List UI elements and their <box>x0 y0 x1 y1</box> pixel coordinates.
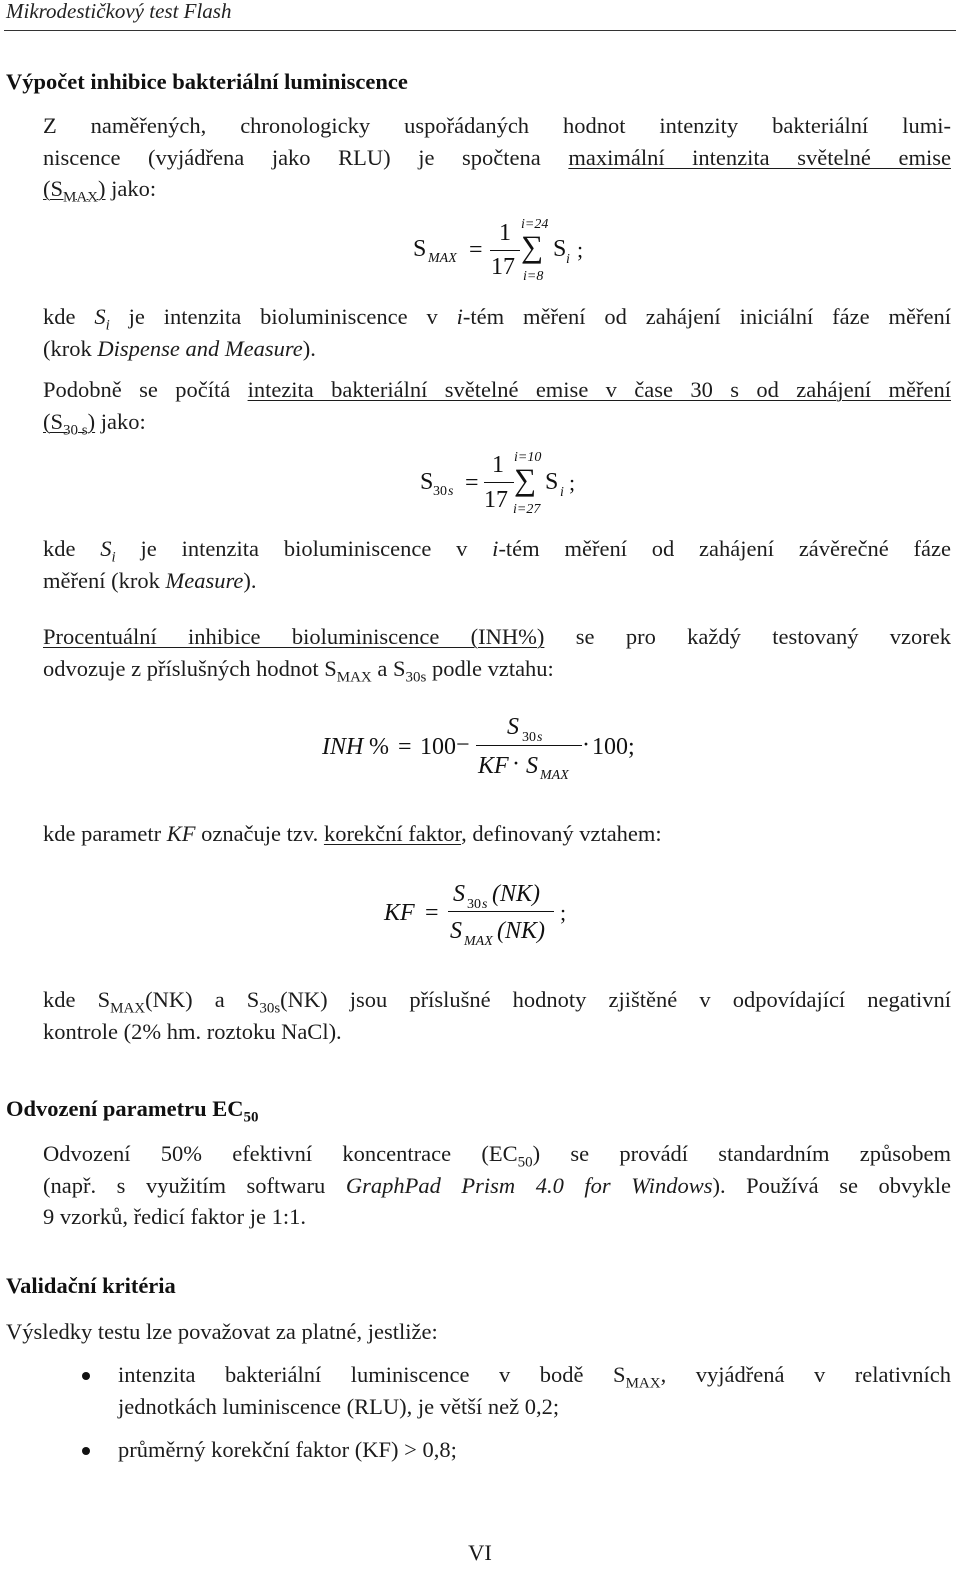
p1-smax-symbol: $(S_{MAX})$ <box>43 176 106 206</box>
heading-text: Výpočet inhibice bakteriální luminiscence <box>6 69 408 94</box>
f3-dot2: · <box>582 732 590 758</box>
paragraph-nk-definition <box>43 984 951 1047</box>
sigma-icon: ∑ <box>514 462 537 497</box>
f2-equals: = <box>465 470 479 496</box>
p3-line1: Podobně se počítá intezita bakteriální světelné emise v čase 30 s od zahájení měření <box>43 377 952 402</box>
p5-underlined-term: Procentuální inhibice bioluminiscence (INH%) <box>43 624 545 649</box>
f3-percent: % <box>369 734 389 760</box>
f4-num-sub: 30 <box>467 897 481 912</box>
p1-line1: Z naměřených, chronologicky uspořádaných hodnot intenzity bakteriální lumi- <box>43 113 951 138</box>
p6-line1: kde parametr KF označuje tzv. korekční faktor, definovaný vztahem: <box>43 821 662 846</box>
f1-sum-lower: i=8 <box>523 269 544 284</box>
f3-numerator: S <box>507 714 519 740</box>
f1-term-sub: i <box>566 252 570 267</box>
sigma-icon: ∑ <box>521 229 544 264</box>
f2-semicolon: ; <box>569 470 576 495</box>
f1-lhs: S <box>413 236 427 262</box>
s2-line1: Odvození 50% efektivní koncentrace $(EC_{50})$ se provádí standardním způsobem <box>43 1141 951 1171</box>
f3-tail: 100; <box>592 734 635 760</box>
paragraph-ec50 <box>43 1138 951 1233</box>
f1-denominator: 17 <box>491 254 515 280</box>
p1-line3-text: jako: <box>105 176 157 201</box>
f2-lhs: S <box>420 469 434 495</box>
p7-line1: kde $S_{MAX}(NK)$ a $S_{30s}(NK)$ jsou příslušné hodnoty zjištěné v odpovídající negativní <box>43 987 952 1017</box>
p4-line2: měření (krok Measure). <box>43 567 257 593</box>
f1-term: S <box>553 236 567 262</box>
p4-line1: kde $S_i$ je intenzita bioluminiscence v i-tém měření od zahájení závěrečné fáze <box>43 536 951 566</box>
f2-denominator: 17 <box>484 487 508 513</box>
p7-line2: kontrole (2% hm. roztoku NaCl). <box>43 1018 342 1044</box>
running-header: Mikrodestičkový test Flash <box>6 0 232 23</box>
f1-lhs-sub: MAX <box>428 251 457 266</box>
f4-den-s: S <box>450 918 462 944</box>
f4-equals: = <box>425 900 439 926</box>
f4-fraction-bar <box>448 911 554 912</box>
f4-semicolon: ; <box>560 900 567 925</box>
f2-sum-upper: i=10 <box>514 450 542 465</box>
f4-den-nk: (NK) <box>497 918 545 944</box>
f3-lhs: INH <box>322 734 364 760</box>
f3-num-sub-unit: s <box>537 730 543 745</box>
heading-text: Validační kritéria <box>6 1273 176 1298</box>
f4-den-sub: MAX <box>464 934 493 949</box>
heading-text: Odvození parametru $EC_{50}$ <box>6 1096 259 1126</box>
f4-lhs: KF <box>384 900 415 926</box>
p5-line1: Procentuální inhibice bioluminiscence (INH%) se pro každý testovaný vzorek <box>43 624 952 649</box>
section-heading-ec50 <box>6 1096 259 1126</box>
bullet-item-smax <box>118 1359 951 1422</box>
f3-equals: = <box>398 734 412 760</box>
p6-underlined-term: korekční faktor <box>323 821 462 846</box>
p5-line2: odvozuje z příslušných hodnot $S_{MAX}$ a $S_{30s}$ podle vztahu: <box>43 655 554 685</box>
bullet-icon <box>82 1372 90 1380</box>
f3-denominator-kf: KF <box>478 753 509 779</box>
f1-numerator: 1 <box>499 220 511 246</box>
f4-num-nk: (NK) <box>492 881 540 907</box>
p3-underlined-term: intezita bakteriální světelné emise v čase 30 s od zahájení měření <box>247 377 952 402</box>
f1-semicolon: ; <box>577 237 584 262</box>
p2-line2: (krok Dispense and Measure). <box>43 335 316 361</box>
section-heading-validation <box>6 1273 176 1299</box>
bullet-item-kf: průměrný korekční faktor (KF) > 0,8; <box>118 1437 457 1462</box>
f3-hundred: 100 <box>420 734 456 760</box>
f3-den-sub: MAX <box>540 768 569 783</box>
f3-num-sub: 30 <box>522 730 536 745</box>
validation-intro: Výsledky testu lze považovat za platné, jestliže: <box>6 1319 438 1344</box>
f1-equals: = <box>469 237 483 263</box>
f2-lhs-sub: 30 <box>433 484 447 499</box>
f2-lhs-sub-unit: s <box>448 484 454 499</box>
f4-num-s: S <box>453 881 465 907</box>
f2-term-sub: i <box>560 485 564 500</box>
p2-line1: kde $S_i$ je intenzita bioluminiscence v i-tém měření od zahájení iniciální fáze měření <box>43 304 951 334</box>
f3-dot: · <box>512 751 520 777</box>
bullet1-line1: intenzita bakteriální luminiscence v bodě $S_{MAX}$, vyjádřená v relativních <box>118 1362 951 1392</box>
f4-num-sub-unit: s <box>482 897 488 912</box>
f1-sum-upper: i=24 <box>521 217 549 232</box>
p1-line2-text: niscence (vyjádřena jako RLU) je spočtena <box>43 144 569 170</box>
bullet1-line2: jednotkách luminiscence (RLU), je větší než 0,2; <box>118 1393 560 1419</box>
p1-underlined-term: maximální intenzita světelné emise <box>568 144 951 170</box>
p3-s30-symbol: $(S_{30 s})$ <box>43 408 96 438</box>
f2-numerator: 1 <box>492 452 504 478</box>
s2-line3: 9 vzorků, ředicí faktor je 1:1. <box>43 1204 307 1229</box>
s2-line2: (např. s využitím softwaru GraphPad Prism 4.0 for Windows). Používá se obvykle <box>43 1172 952 1198</box>
f2-sum-lower: i=27 <box>513 502 541 517</box>
bullet-icon <box>82 1447 90 1455</box>
f3-denominator-s: S <box>526 753 538 779</box>
page-number: VI <box>468 1540 492 1565</box>
p3-line2: $(S_{30 s})$ jako: <box>43 408 146 438</box>
f2-term: S <box>545 469 559 495</box>
f3-minus: − <box>456 732 470 758</box>
